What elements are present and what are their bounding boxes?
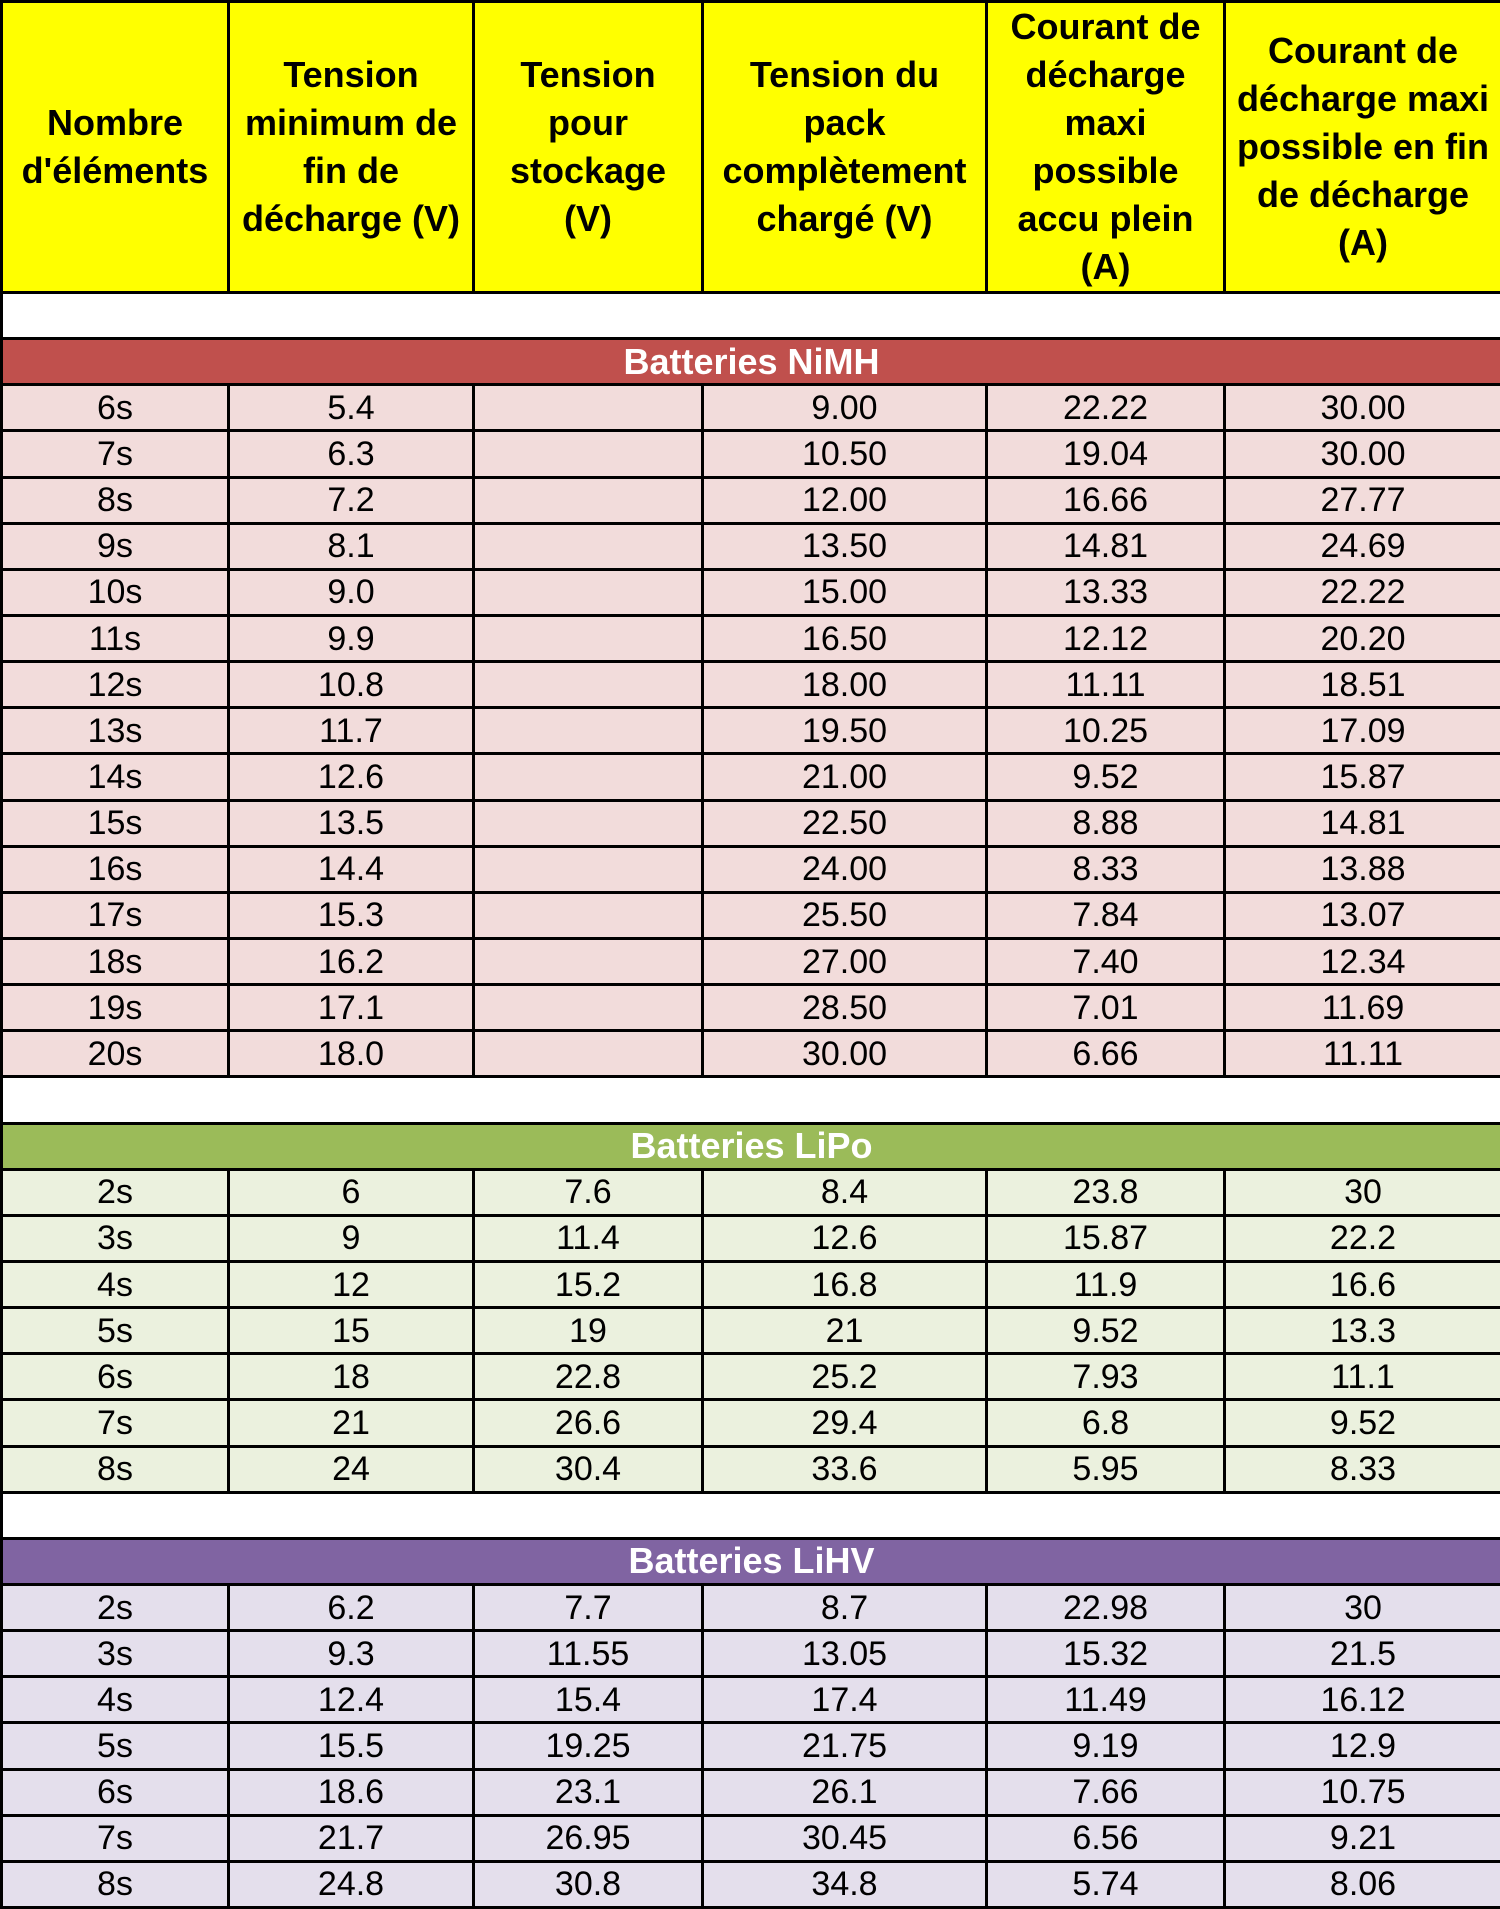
table-cell: 16.66 xyxy=(987,477,1225,523)
table-row xyxy=(2,477,1500,523)
table-cell: 7s xyxy=(2,1815,229,1861)
table-cell: 18 xyxy=(229,1354,474,1400)
table-cell: 26.1 xyxy=(703,1769,987,1815)
table-cell: 6.3 xyxy=(229,431,474,477)
table-cell: 3s xyxy=(2,1215,229,1261)
table-cell: 30.45 xyxy=(703,1815,987,1861)
table-row xyxy=(2,431,1500,477)
table-row xyxy=(2,662,1500,708)
table-cell: 17s xyxy=(2,892,229,938)
table-row xyxy=(2,1723,1500,1769)
table-cell: 9 xyxy=(229,1215,474,1261)
table-cell: 17.4 xyxy=(703,1677,987,1723)
column-header-line: chargé (V) xyxy=(756,198,933,239)
table-cell: 14s xyxy=(2,754,229,800)
column-header-1 xyxy=(2,2,229,293)
table-cell: 24.8 xyxy=(229,1861,474,1907)
table-row xyxy=(2,1215,1500,1261)
table-cell: 12.6 xyxy=(703,1215,987,1261)
table-cell: 18.6 xyxy=(229,1769,474,1815)
column-header-line: possible en fin xyxy=(1236,126,1490,167)
table-cell: 13.88 xyxy=(1225,846,1500,892)
spacer-cell xyxy=(2,1077,1500,1123)
table-cell: 7.84 xyxy=(987,892,1225,938)
table-cell: 6.56 xyxy=(987,1815,1225,1861)
table-cell: 19.50 xyxy=(703,708,987,754)
spacer-cell xyxy=(2,1492,1500,1538)
column-header-line: pour xyxy=(548,102,628,143)
table-header xyxy=(2,2,1500,293)
table-cell: 15.00 xyxy=(703,569,987,615)
table-cell: 12.34 xyxy=(1225,938,1500,984)
table-cell: 30.4 xyxy=(474,1446,703,1492)
section-spacer xyxy=(2,1492,1500,1538)
table-cell: 12.6 xyxy=(229,754,474,800)
table-cell: 30 xyxy=(1225,1584,1500,1630)
table-cell: 6s xyxy=(2,1769,229,1815)
table-row xyxy=(2,846,1500,892)
table-cell: 21 xyxy=(703,1308,987,1354)
table-cell: 26.6 xyxy=(474,1400,703,1446)
table-cell: 9.52 xyxy=(1225,1400,1500,1446)
table-cell: 27.77 xyxy=(1225,477,1500,523)
table-cell: 26.95 xyxy=(474,1815,703,1861)
table-cell: 21.7 xyxy=(229,1815,474,1861)
spacer-cell xyxy=(2,293,1500,339)
table-cell: 11s xyxy=(2,615,229,661)
table-cell: 5.74 xyxy=(987,1861,1225,1907)
table-row xyxy=(2,1769,1500,1815)
table-row xyxy=(2,800,1500,846)
table-cell: 15.32 xyxy=(987,1631,1225,1677)
table-cell: 7.01 xyxy=(987,985,1225,1031)
table-row xyxy=(2,1031,1500,1077)
table-cell: 10s xyxy=(2,569,229,615)
table-row xyxy=(2,985,1500,1031)
column-header-line: possible xyxy=(1032,150,1179,191)
table-cell: 8.33 xyxy=(987,846,1225,892)
table-cell: 12 xyxy=(229,1261,474,1307)
table-cell: 12.4 xyxy=(229,1677,474,1723)
table-cell: 16.50 xyxy=(703,615,987,661)
table-cell: 2s xyxy=(2,1584,229,1630)
table-cell: 17.09 xyxy=(1225,708,1500,754)
table-cell: 11.11 xyxy=(1225,1031,1500,1077)
table-cell: 23.8 xyxy=(987,1169,1225,1215)
table-cell: 6.8 xyxy=(987,1400,1225,1446)
table-cell: 22.22 xyxy=(1225,569,1500,615)
table-cell: 23.1 xyxy=(474,1769,703,1815)
table-row xyxy=(2,1584,1500,1630)
table-cell: 7.6 xyxy=(474,1169,703,1215)
column-header-line: d'éléments xyxy=(21,150,209,191)
section-spacer xyxy=(2,1077,1500,1123)
section-header-lipo xyxy=(2,1123,1500,1169)
table-cell: 7.7 xyxy=(474,1584,703,1630)
column-header-line: complètement xyxy=(722,150,967,191)
table-cell xyxy=(474,477,703,523)
table-cell: 12s xyxy=(2,662,229,708)
table-cell: 5.95 xyxy=(987,1446,1225,1492)
table-cell: 16s xyxy=(2,846,229,892)
table-cell: 30.00 xyxy=(1225,431,1500,477)
table-cell xyxy=(474,846,703,892)
table-cell xyxy=(474,385,703,431)
table-cell: 29.4 xyxy=(703,1400,987,1446)
table-cell: 8.33 xyxy=(1225,1446,1500,1492)
table-cell: 15.5 xyxy=(229,1723,474,1769)
table-row xyxy=(2,1446,1500,1492)
table-row xyxy=(2,708,1500,754)
table-row xyxy=(2,1169,1500,1215)
column-header-line: accu plein xyxy=(1017,198,1194,239)
table-cell: 10.75 xyxy=(1225,1769,1500,1815)
table-cell: 8.1 xyxy=(229,523,474,569)
column-header-line: Nombre xyxy=(46,102,184,143)
table-cell xyxy=(474,662,703,708)
table-row xyxy=(2,1631,1500,1677)
table-cell: 30.8 xyxy=(474,1861,703,1907)
table-cell: 9.00 xyxy=(703,385,987,431)
table-cell: 7.40 xyxy=(987,938,1225,984)
table-cell: 14.4 xyxy=(229,846,474,892)
table-row xyxy=(2,1354,1500,1400)
table-cell: 8s xyxy=(2,1861,229,1907)
table-cell: 22.50 xyxy=(703,800,987,846)
column-header-line: maxi xyxy=(1064,102,1147,143)
table-cell: 8.88 xyxy=(987,800,1225,846)
table-cell: 6.66 xyxy=(987,1031,1225,1077)
table-cell: 6.2 xyxy=(229,1584,474,1630)
table-cell: 18.51 xyxy=(1225,662,1500,708)
column-header-4 xyxy=(703,2,987,293)
table-cell: 20.20 xyxy=(1225,615,1500,661)
table-cell xyxy=(474,754,703,800)
table-cell: 34.8 xyxy=(703,1861,987,1907)
table-cell: 19.25 xyxy=(474,1723,703,1769)
column-header-line: de décharge xyxy=(1256,174,1470,215)
section-title: Batteries LiPo xyxy=(2,1123,1500,1169)
column-header-line: (A) xyxy=(1080,246,1131,287)
table-cell: 7.2 xyxy=(229,477,474,523)
table-cell: 9.21 xyxy=(1225,1815,1500,1861)
section-spacer xyxy=(2,293,1500,339)
table-cell xyxy=(474,569,703,615)
table-cell: 19 xyxy=(474,1308,703,1354)
table-cell: 11.49 xyxy=(987,1677,1225,1723)
table-cell: 13s xyxy=(2,708,229,754)
table-row xyxy=(2,892,1500,938)
table-cell: 30 xyxy=(1225,1169,1500,1215)
table-cell: 9s xyxy=(2,523,229,569)
table-cell: 15 xyxy=(229,1308,474,1354)
table-cell: 8s xyxy=(2,1446,229,1492)
table-cell: 18.0 xyxy=(229,1031,474,1077)
table-cell: 15.4 xyxy=(474,1677,703,1723)
table-cell: 13.5 xyxy=(229,800,474,846)
table-cell: 13.33 xyxy=(987,569,1225,615)
table-cell: 25.50 xyxy=(703,892,987,938)
table-cell: 21 xyxy=(229,1400,474,1446)
column-header-line: décharge xyxy=(1025,54,1186,95)
table-cell: 9.19 xyxy=(987,1723,1225,1769)
table-cell: 7s xyxy=(2,1400,229,1446)
table-cell: 15.87 xyxy=(987,1215,1225,1261)
table-cell: 19s xyxy=(2,985,229,1031)
table-cell: 3s xyxy=(2,1631,229,1677)
table-body xyxy=(2,293,1500,1908)
table-cell xyxy=(474,1031,703,1077)
table-cell: 18.00 xyxy=(703,662,987,708)
table-row xyxy=(2,615,1500,661)
table-cell: 24.00 xyxy=(703,846,987,892)
column-header-line: décharge (V) xyxy=(241,198,461,239)
column-header-line: minimum de xyxy=(244,102,458,143)
table-cell: 9.9 xyxy=(229,615,474,661)
table-cell: 4s xyxy=(2,1677,229,1723)
table-cell xyxy=(474,938,703,984)
table-cell: 7.93 xyxy=(987,1354,1225,1400)
section-title: Batteries LiHV xyxy=(2,1538,1500,1584)
table-cell: 5.4 xyxy=(229,385,474,431)
table-cell: 12.00 xyxy=(703,477,987,523)
column-header-2 xyxy=(229,2,474,293)
column-header-line: Tension xyxy=(520,54,656,95)
table-cell: 10.8 xyxy=(229,662,474,708)
section-title: Batteries NiMH xyxy=(2,339,1500,385)
table-cell: 6s xyxy=(2,385,229,431)
table-cell: 15.3 xyxy=(229,892,474,938)
table-cell: 20s xyxy=(2,1031,229,1077)
table-cell: 21.75 xyxy=(703,1723,987,1769)
table-cell: 7.66 xyxy=(987,1769,1225,1815)
column-header-line: stockage xyxy=(509,150,667,191)
column-header-3 xyxy=(474,2,703,293)
table-row xyxy=(2,1308,1500,1354)
table-row xyxy=(2,1261,1500,1307)
table-cell: 9.52 xyxy=(987,1308,1225,1354)
table-cell: 19.04 xyxy=(987,431,1225,477)
table-cell: 14.81 xyxy=(987,523,1225,569)
table-cell: 8.06 xyxy=(1225,1861,1500,1907)
table-cell: 6 xyxy=(229,1169,474,1215)
table-cell: 11.4 xyxy=(474,1215,703,1261)
table-cell: 30.00 xyxy=(703,1031,987,1077)
table-cell: 10.50 xyxy=(703,431,987,477)
table-cell: 22.2 xyxy=(1225,1215,1500,1261)
header-row xyxy=(2,2,1500,293)
table-cell: 12.12 xyxy=(987,615,1225,661)
table-cell xyxy=(474,800,703,846)
table-cell: 8s xyxy=(2,477,229,523)
table-cell xyxy=(474,523,703,569)
column-header-line: Tension xyxy=(283,54,419,95)
table-row xyxy=(2,1861,1500,1907)
table-row xyxy=(2,1677,1500,1723)
table-cell: 12.9 xyxy=(1225,1723,1500,1769)
table-cell xyxy=(474,892,703,938)
table-cell: 9.52 xyxy=(987,754,1225,800)
table-cell: 16.12 xyxy=(1225,1677,1500,1723)
table-cell: 16.6 xyxy=(1225,1261,1500,1307)
table-cell: 8.7 xyxy=(703,1584,987,1630)
table-cell: 9.3 xyxy=(229,1631,474,1677)
table-cell xyxy=(474,985,703,1031)
table-row xyxy=(2,523,1500,569)
table-cell xyxy=(474,708,703,754)
table-cell xyxy=(474,615,703,661)
column-header-6 xyxy=(1225,2,1500,293)
column-header-line: (A) xyxy=(1338,222,1388,263)
table-cell: 22.8 xyxy=(474,1354,703,1400)
column-header-5 xyxy=(987,2,1225,293)
table-cell: 15.87 xyxy=(1225,754,1500,800)
table-cell: 15.2 xyxy=(474,1261,703,1307)
table-row xyxy=(2,1815,1500,1861)
table-cell: 28.50 xyxy=(703,985,987,1031)
table-row xyxy=(2,569,1500,615)
column-header-line: (V) xyxy=(564,198,612,239)
table-cell: 13.05 xyxy=(703,1631,987,1677)
table-cell: 33.6 xyxy=(703,1446,987,1492)
table-cell: 21.5 xyxy=(1225,1631,1500,1677)
column-header-line: pack xyxy=(803,102,886,143)
table-cell: 11.11 xyxy=(987,662,1225,708)
section-header-lihv xyxy=(2,1538,1500,1584)
table-cell: 15s xyxy=(2,800,229,846)
table-cell: 22.98 xyxy=(987,1584,1225,1630)
table-cell: 5s xyxy=(2,1723,229,1769)
table-row xyxy=(2,385,1500,431)
table-cell: 16.8 xyxy=(703,1261,987,1307)
table-cell: 13.50 xyxy=(703,523,987,569)
column-header-line: Courant de xyxy=(1010,6,1201,47)
table-cell: 6s xyxy=(2,1354,229,1400)
table-cell: 17.1 xyxy=(229,985,474,1031)
table-cell: 16.2 xyxy=(229,938,474,984)
table-cell: 14.81 xyxy=(1225,800,1500,846)
table-cell: 10.25 xyxy=(987,708,1225,754)
table-cell: 11.55 xyxy=(474,1631,703,1677)
table-cell: 11.69 xyxy=(1225,985,1500,1031)
column-header-line: Tension du xyxy=(749,54,940,95)
column-header-line: fin de xyxy=(303,150,399,191)
table-cell: 11.7 xyxy=(229,708,474,754)
table-cell: 18s xyxy=(2,938,229,984)
table-cell: 24.69 xyxy=(1225,523,1500,569)
section-header-nimh xyxy=(2,339,1500,385)
table-cell: 22.22 xyxy=(987,385,1225,431)
column-header-line: décharge maxi xyxy=(1236,78,1490,119)
table-cell: 11.9 xyxy=(987,1261,1225,1307)
table-cell: 7s xyxy=(2,431,229,477)
table-cell: 25.2 xyxy=(703,1354,987,1400)
table-cell: 11.1 xyxy=(1225,1354,1500,1400)
table-row xyxy=(2,754,1500,800)
table-cell: 27.00 xyxy=(703,938,987,984)
table-cell: 30.00 xyxy=(1225,385,1500,431)
table-cell: 24 xyxy=(229,1446,474,1492)
table-row xyxy=(2,1400,1500,1446)
column-header-line: Courant de xyxy=(1267,30,1458,71)
table-cell xyxy=(474,431,703,477)
table-cell: 5s xyxy=(2,1308,229,1354)
table-row xyxy=(2,938,1500,984)
table-cell: 9.0 xyxy=(229,569,474,615)
table-cell: 8.4 xyxy=(703,1169,987,1215)
table-cell: 2s xyxy=(2,1169,229,1215)
table-cell: 13.3 xyxy=(1225,1308,1500,1354)
table-cell: 21.00 xyxy=(703,754,987,800)
table-cell: 13.07 xyxy=(1225,892,1500,938)
table-cell: 4s xyxy=(2,1261,229,1307)
